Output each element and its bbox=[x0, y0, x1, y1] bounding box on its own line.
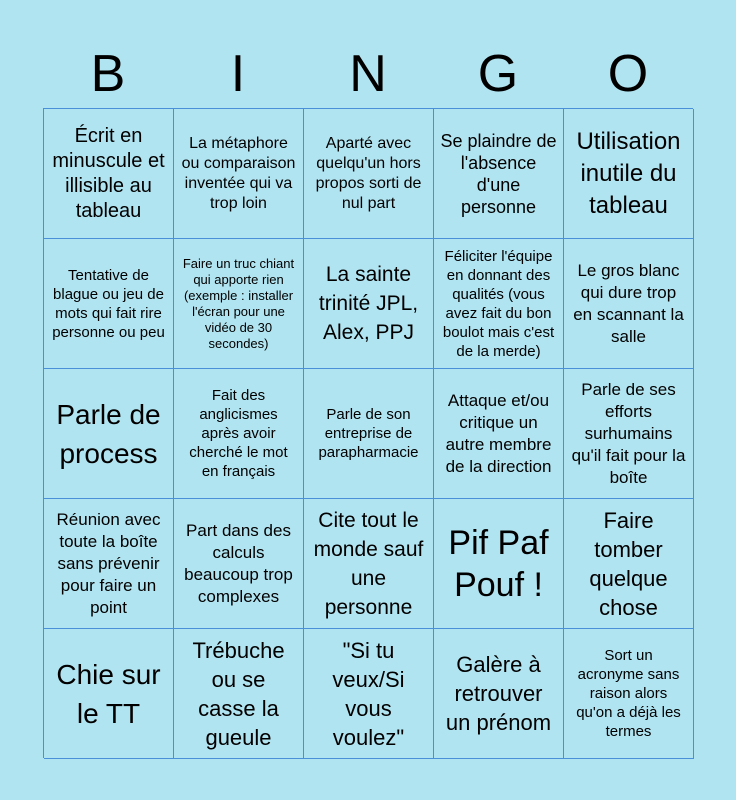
cell-text: Féliciter l'équipe en donnant des qualités (vous avez fait du bon boulot mais c'est de la merde) bbox=[442, 247, 555, 360]
bingo-cell[interactable] bbox=[564, 239, 694, 369]
cell-text: Attaque et/ou critique un autre membre de la direction bbox=[445, 390, 552, 476]
cell-text: Pif Paf Pouf ! bbox=[448, 523, 549, 604]
cell-text: Le gros blanc qui dure trop en scannant la salle bbox=[573, 260, 684, 346]
bingo-header bbox=[43, 40, 693, 108]
cell-text: "Si tu veux/Si vous voulez" bbox=[332, 637, 405, 750]
header-letter-o: O bbox=[607, 45, 649, 103]
cell-text: La métaphore ou comparaison inventée qui va trop loin bbox=[181, 134, 296, 212]
cell-text: La sainte trinité JPL, Alex, PPJ bbox=[318, 263, 419, 344]
cell-text: Écrit en minuscule et illisible au tableau bbox=[52, 124, 165, 222]
bingo-cell[interactable] bbox=[44, 499, 174, 629]
cell-text: Cite tout le monde sauf une personne bbox=[313, 508, 424, 619]
cell-text: Réunion avec toute la boîte sans prévenir pour faire un point bbox=[56, 509, 161, 617]
cell-text: Faire tomber quelque chose bbox=[589, 507, 668, 620]
cell-text: Fait des anglicismes après avoir cherché le mot en français bbox=[189, 387, 288, 480]
cell-text: Sort un acronyme sans raison alors qu'on a déjà les termes bbox=[576, 647, 681, 740]
bingo-cell[interactable] bbox=[304, 499, 434, 629]
bingo-cell[interactable] bbox=[174, 239, 304, 369]
bingo-cell[interactable] bbox=[434, 629, 564, 759]
bingo-cell[interactable] bbox=[174, 369, 304, 499]
cell-text: Trébuche ou se casse la gueule bbox=[192, 637, 285, 750]
bingo-cell[interactable] bbox=[174, 499, 304, 629]
bingo-cell[interactable] bbox=[304, 629, 434, 759]
bingo-cell[interactable] bbox=[174, 109, 304, 239]
cell-text: Utilisation inutile du tableau bbox=[576, 127, 681, 219]
header-letter-g: G bbox=[477, 45, 519, 103]
bingo-cell[interactable] bbox=[434, 109, 564, 239]
bingo-cell[interactable] bbox=[44, 239, 174, 369]
bingo-cell[interactable] bbox=[564, 629, 694, 759]
bingo-cell[interactable] bbox=[304, 239, 434, 369]
bingo-cell[interactable] bbox=[304, 369, 434, 499]
cell-text: Aparté avec quelqu'un hors propos sorti de nul part bbox=[315, 134, 422, 212]
bingo-cell[interactable] bbox=[564, 109, 694, 239]
cell-text: Tentative de blague ou jeu de mots qui fait rire personne ou peu bbox=[52, 266, 165, 341]
bingo-cell[interactable] bbox=[434, 369, 564, 499]
cell-text: Faire un truc chiant qui apporte rien (exemple : installer l'écran pour une vidéo de 30 secondes) bbox=[182, 255, 295, 351]
cell-text: Chie sur le TT bbox=[56, 658, 161, 729]
bingo-cell[interactable] bbox=[44, 369, 174, 499]
bingo-cell[interactable] bbox=[434, 499, 564, 629]
cell-text: Se plaindre de l'absence d'une personne bbox=[440, 130, 557, 217]
bingo-cell[interactable] bbox=[434, 239, 564, 369]
cell-text: Galère à retrouver un prénom bbox=[445, 652, 552, 735]
cell-text: Part dans des calculs beaucoup trop complexes bbox=[184, 520, 293, 606]
bingo-grid bbox=[43, 108, 693, 758]
bingo-cell[interactable] bbox=[304, 109, 434, 239]
cell-text: Parle de ses efforts surhumains qu'il fait pour la boîte bbox=[571, 379, 686, 487]
cell-text: Parle de process bbox=[56, 398, 161, 469]
header-letter-n: N bbox=[349, 45, 387, 103]
bingo-cell[interactable] bbox=[564, 499, 694, 629]
bingo-cell[interactable] bbox=[174, 629, 304, 759]
bingo-cell[interactable] bbox=[44, 629, 174, 759]
bingo-cell[interactable] bbox=[44, 109, 174, 239]
header-letter-b: B bbox=[90, 45, 126, 103]
cell-text: Parle de son entreprise de parapharmacie bbox=[318, 406, 419, 461]
bingo-cell[interactable] bbox=[564, 369, 694, 499]
header-letter-i: I bbox=[230, 45, 246, 103]
